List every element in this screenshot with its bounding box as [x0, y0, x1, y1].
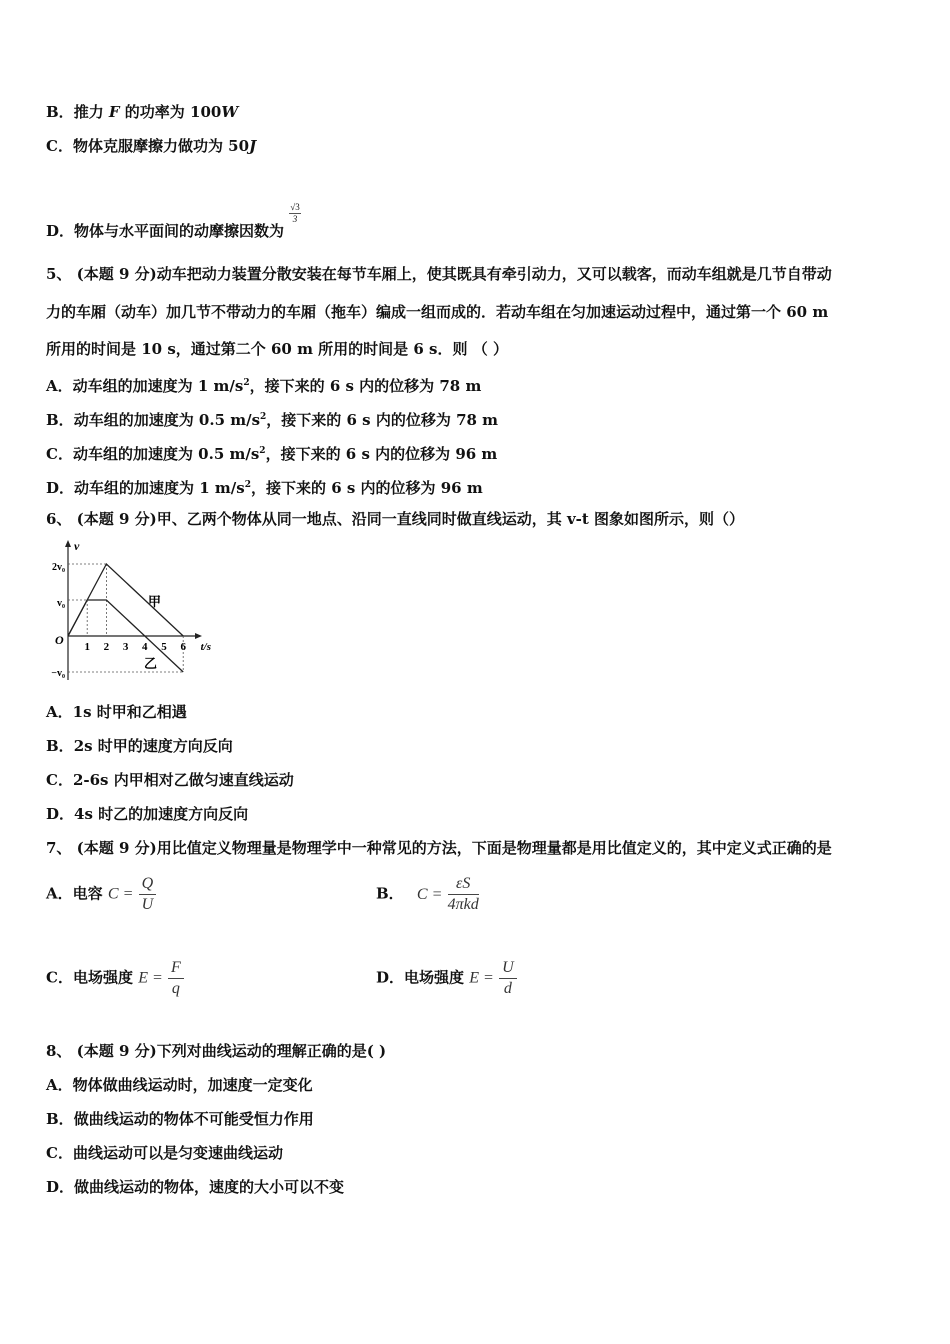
q6-stem: 6、 (本题 9 分)甲、乙两个物体从同一地点、沿同一直线同时做直线运动，其 v-t 图象如图所示，则（）	[46, 510, 745, 528]
origin-label: O	[55, 633, 64, 647]
q8-option-c: C．曲线运动可以是匀变速曲线运动	[46, 1144, 283, 1162]
q5-option-a: A．动车组的加速度为 1 $m/s^2$，接下来的 6 s 内的位移为 78 m	[46, 377, 482, 395]
x-tick-2: 2	[103, 641, 110, 653]
capacitance-fraction: $\frac{Q}{U}$	[139, 874, 157, 915]
x-tick-1: 1	[84, 641, 90, 653]
y-axis-label: v	[74, 539, 80, 553]
series-jia-label: 甲	[148, 594, 162, 609]
q6-option-c: C．2-6s 内甲相对乙做匀速直线运动	[46, 771, 294, 789]
q4-option-c: C．物体克服摩擦力做功为 50J	[46, 137, 257, 155]
q7-stem: 7、 (本题 9 分)用比值定义物理量是物理学中一种常见的方法，下面是物理量都是用比值定义的，其中定义式正确的是	[46, 839, 832, 857]
field-strength-u-over-d: $\frac{U}{d}$	[499, 958, 517, 999]
x-tick-3: 3	[122, 641, 129, 653]
q8-option-d: D．做曲线运动的物体，速度的大小可以不变	[46, 1178, 345, 1196]
q8-option-b: B．做曲线运动的物体不可能受恒力作用	[46, 1110, 314, 1128]
y-tick-neg-v0: −v₀	[51, 668, 65, 679]
field-strength-f-over-q: $\frac{F}{q}$	[168, 958, 184, 999]
q5-stem-line2: 力的车厢（动车）加几节不带动力的车厢（拖车）编成一组而成的．若动车组在匀加速运动过程中，通过第一个 60 m	[46, 303, 829, 321]
q6-option-d: D．4s 时乙的加速度方向反向	[46, 805, 249, 823]
parallel-plate-fraction: $\frac{\varepsilon S}{\text{4πkd}}$	[447, 875, 479, 913]
q7-option-c: C．电场强度 E = $\frac{F}{q}$	[46, 958, 184, 999]
series-yi-label: 乙	[144, 656, 158, 671]
x-axis-label: t/s	[200, 641, 211, 653]
y-tick-2v0: 2v₀	[52, 562, 65, 573]
y-tick-v0: v₀	[57, 598, 65, 609]
q4-option-d: D．物体与水平面间的动摩擦因数为 $\frac{√3}{3}$	[46, 202, 300, 240]
x-tick-6: 6	[180, 641, 186, 653]
q5-stem-line1: 5、 (本题 9 分)动车把动力装置分散安装在每节车厢上，使其既具有牵引动力，又可以载客，而动车组就是几节自带动	[46, 265, 832, 283]
x-tick-5: 5	[161, 641, 167, 653]
q6-option-a: A．1s 时甲和乙相遇	[46, 703, 187, 721]
vt-graph	[46, 538, 216, 686]
y-axis-arrow	[65, 540, 71, 547]
x-axis-arrow	[195, 633, 202, 639]
q6-option-b: B．2s 时甲的速度方向反向	[46, 737, 233, 755]
x-tick-4: 4	[142, 641, 148, 653]
sqrt3-over-3-fraction: $\frac{√3}{3}$	[290, 202, 300, 224]
q5-option-d: D．动车组的加速度为 1 $m/s^2$，接下来的 6 s 内的位移为 96 m	[46, 479, 483, 497]
q7-option-b: B． C = $\frac{\varepsilon S}{\text{4πkd}}$	[376, 875, 479, 913]
q4-option-b: B．推力 F 的功率为 100W	[46, 103, 239, 121]
q5-option-b: B．动车组的加速度为 0.5 $m/s^2$，接下来的 6 s 内的位移为 78 m	[46, 411, 499, 429]
q5-option-c: C．动车组的加速度为 0.5 $m/s^2$，接下来的 6 s 内的位移为 96 m	[46, 445, 498, 463]
q7-option-d: D．电场强度 E = $\frac{U}{d}$	[376, 958, 517, 999]
q5-stem-line3: 所用的时间是 10 s，通过第二个 60 m 所用的时间是 6 s．则 （ ）	[46, 340, 508, 358]
q7-option-a: A．电容 C = $\frac{Q}{U}$	[46, 874, 156, 915]
q8-option-a: A．物体做曲线运动时，加速度一定变化	[46, 1076, 313, 1094]
q8-stem: 8、 (本题 9 分)下列对曲线运动的理解正确的是( )	[46, 1042, 387, 1060]
